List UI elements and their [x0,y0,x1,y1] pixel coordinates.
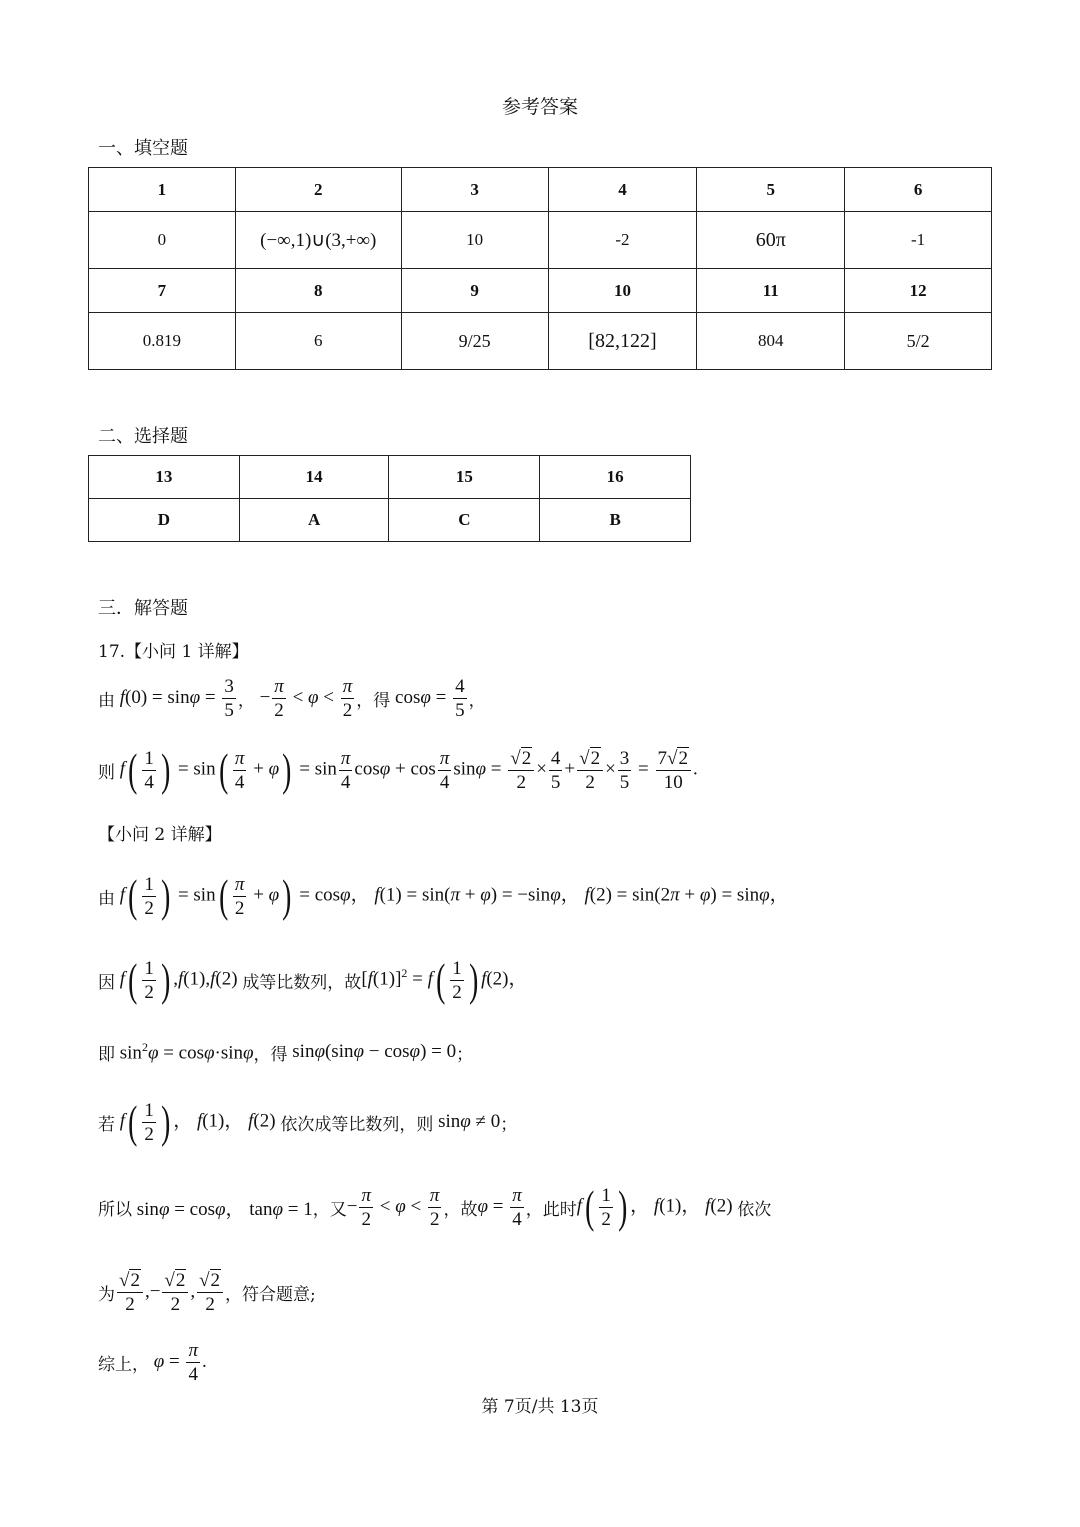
section-choice-title: 二、选择题 [98,426,188,447]
answer-cell: 0 [89,212,236,269]
formula: $\sin^2\varphi = \cos\varphi\cdot\sin\varphi$ [115,1039,254,1064]
line-text: ； [500,1114,518,1135]
line-text: ，故 [443,1199,478,1220]
q17-part1-label: 17.【小问 1 详解】 [98,642,249,662]
formula: sinφ = cosφ， tanφ = 1 [132,1198,313,1220]
formula: sinφ ≠ 0 [433,1111,501,1132]
line-text: ，得 [356,690,391,711]
question-number: 4 [548,168,697,212]
formula: cosφ = $\frac{4}{5}$ [390,675,465,721]
solution-line-8 [98,1262,316,1322]
q17-part2-label: 【小问 2 详解】 [98,825,222,845]
question-number: 9 [401,269,548,313]
solution-line-2 [98,740,698,800]
formula: f( $\frac{1}{2}$ ) ， f(1)， f(2) [576,1181,738,1232]
formula: $\frac{√2}{2}$ ,− $\frac{√2}{2}$ , $\frac{√2}{2}$ [115,1271,225,1314]
answer-cell: A [239,499,389,542]
question-number: 10 [548,269,697,313]
answer-cell: C [389,499,540,542]
answer-cell: D [89,499,240,542]
answer-cell: (−∞,1)∪(3,+∞) [235,212,401,269]
question-number: 11 [697,269,845,313]
question-number: 15 [389,456,540,499]
page-title: 参考答案 [501,96,578,118]
line-text: 则 [98,762,115,783]
answer-cell: 0.819 [89,313,236,370]
formula: − $\frac{\pi}{2}$ < φ < $\frac{\pi}{2}$ [254,675,353,721]
line-text: 即 [98,1044,115,1065]
line-text: ； [456,1044,474,1065]
line-text: ， [237,690,255,711]
formula: φ = $\frac{\pi}{4}$ . [153,1339,207,1385]
formula: $[f(1)]^2 = f$( $\frac{1}{2}$ ) f(2)， [361,954,528,1005]
formula: f( $\frac{1}{4}$ ) = sin( $\frac{\pi}{4}$ + φ) = sin $\frac{\pi}{4}$ cosφ + cos $\frac{\pi}{4}$ sinφ = $\frac{√2}{2}$ × $\frac{4}{5}$ + $\frac{√2}{2}$ × $\frac{3}{5}$ = $\frac{7√2}{10}$ . [119,744,698,795]
page-footer: 第 7页/共 13页 [481,1397,599,1417]
line-text: ，得 [253,1044,288,1065]
line-text: 为 [98,1284,115,1305]
answer-cell: B [540,499,691,542]
question-number: 16 [540,456,691,499]
question-number: 8 [235,269,401,313]
solution-line-4 [98,950,528,1010]
solution-line-1 [98,668,486,728]
question-number: 5 [697,168,845,212]
fill-blank-answer-table [88,167,992,370]
answer-cell: 5/2 [845,313,992,370]
answer-cell: 6 [235,313,401,370]
question-number: 13 [89,456,240,499]
answer-cell: -2 [548,212,697,269]
solution-line-7 [98,1177,771,1237]
solution-line-9 [98,1332,207,1392]
line-text: ，此时 [525,1199,577,1220]
question-number: 14 [239,456,389,499]
formula: sinφ(sinφ − cosφ) = 0 [287,1041,457,1062]
answer-cell: [82,122] [548,313,697,370]
question-number: 1 [89,168,236,212]
solution-line-5 [98,1022,473,1082]
line-text: 成等比数列，故 [242,972,362,993]
line-text: ， [468,690,486,711]
line-text: 依次 [737,1199,772,1220]
question-number: 7 [89,269,236,313]
question-number: 3 [401,168,548,212]
question-number: 12 [845,269,992,313]
line-text: 由 [98,690,115,711]
line-text: 依次成等比数列，则 [280,1114,434,1135]
choice-answer-table [88,455,691,542]
solution-line-6 [98,1092,517,1152]
answer-cell: -1 [845,212,992,269]
formula: f( $\frac{1}{2}$ ) = sin( $\frac{\pi}{2}$ + φ) = cosφ， f(1) = sin(π + φ) = −sinφ， f(2) = sin(2π + φ) = sinφ， [119,870,789,921]
question-number: 6 [845,168,992,212]
answer-cell: 10 [401,212,548,269]
section-solution-title: 三．解答题 [98,598,188,619]
line-text: ，符合题意; [225,1284,316,1305]
line-text: 所以 [98,1199,132,1220]
line-text: 综上， [98,1354,149,1375]
formula: f(0) = sinφ = $\frac{3}{5}$ [119,675,234,721]
formula: − $\frac{\pi}{2}$ < φ < $\frac{\pi}{2}$ [346,1184,440,1230]
formula: f( $\frac{1}{2}$ ) ,f(1),f(2) [119,954,243,1005]
section-fill-blank-title: 一、填空题 [98,138,188,159]
solution-line-3 [98,866,789,926]
line-text: 若 [98,1114,115,1135]
answer-cell: 60π [697,212,845,269]
formula: f( $\frac{1}{2}$ ) ， f(1)， f(2) [119,1096,281,1147]
line-text: 因 [98,972,115,993]
question-number: 2 [235,168,401,212]
line-text: 由 [98,888,115,909]
answer-cell: 9/25 [401,313,548,370]
answer-cell: 804 [697,313,845,370]
line-text: ，又 [312,1199,347,1220]
formula: φ = $\frac{\pi}{4}$ [477,1184,522,1230]
